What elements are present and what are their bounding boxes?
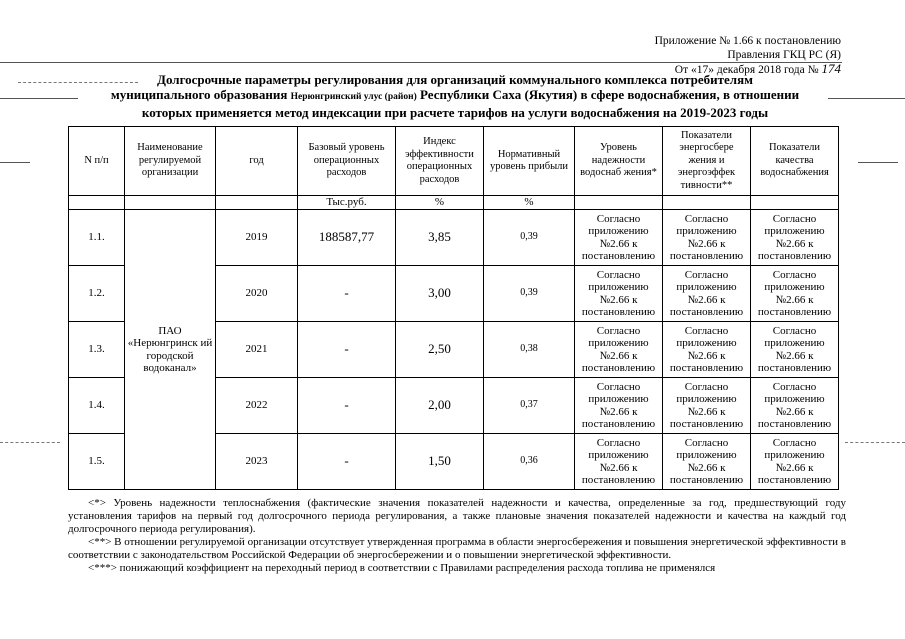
- row-quality: Согласно приложению №2.66 к постановлению: [751, 322, 839, 378]
- row-quality: Согласно приложению №2.66 к постановлению: [751, 378, 839, 434]
- title-part-c: Республики Саха (Якутия) в сфере водоснабжения, в отношении: [420, 87, 800, 102]
- document-header: [581, 34, 841, 77]
- unit-cell: [125, 196, 216, 210]
- header-cell: Индекс эффективности операционных расходов: [396, 127, 484, 196]
- row-reliability: Согласно приложению №2.66 к постановлению: [575, 434, 663, 490]
- row-base-costs: -: [298, 378, 396, 434]
- row-efficiency-index: 3,00: [396, 266, 484, 322]
- parameters-table: [68, 126, 839, 490]
- header-cell: Базовый уровень операционных расходов: [298, 127, 396, 196]
- row-year: 2022: [216, 378, 298, 434]
- row-quality: Согласно приложению №2.66 к постановлению: [751, 434, 839, 490]
- unit-cell: [69, 196, 125, 210]
- header-cell: Показатели качества водоснабжения: [751, 127, 839, 196]
- scan-line: [858, 162, 898, 163]
- row-energy-saving: Согласно приложению №2.66 к постановлению: [663, 210, 751, 266]
- footnotes: [68, 497, 846, 575]
- row-number: 1.2.: [69, 266, 125, 322]
- header-cell: Уровень надежности водоснаб жения*: [575, 127, 663, 196]
- scan-dash: [0, 442, 60, 443]
- row-number: 1.1.: [69, 210, 125, 266]
- title-line-1: Долгосрочные параметры регулирования для организаций коммунального комплекса потребителям: [157, 72, 753, 87]
- unit-cell: Тыс.руб.: [298, 196, 396, 210]
- unit-cell: [663, 196, 751, 210]
- document-title: [40, 72, 870, 120]
- row-year: 2020: [216, 266, 298, 322]
- row-energy-saving: Согласно приложению №2.66 к постановлению: [663, 266, 751, 322]
- row-energy-saving: Согласно приложению №2.66 к постановлению: [663, 434, 751, 490]
- header-cell: Показатели энергосбере жения и энергоэффек тивности**: [663, 127, 751, 196]
- unit-cell: [575, 196, 663, 210]
- row-profit-level: 0,39: [484, 210, 575, 266]
- row-base-costs: 188587,77: [298, 210, 396, 266]
- scan-dash: [845, 442, 905, 443]
- row-reliability: Согласно приложению №2.66 к постановлению: [575, 378, 663, 434]
- header-cell: Наименование регулируемой организации: [125, 127, 216, 196]
- row-profit-level: 0,38: [484, 322, 575, 378]
- title-line-2: [40, 87, 870, 105]
- row-profit-level: 0,39: [484, 266, 575, 322]
- organization-name: ПАО «Нерюнгринск ий городской водоканал»: [125, 210, 216, 490]
- header-date: От «17» декабря 2018 года №: [674, 64, 819, 76]
- row-energy-saving: Согласно приложению №2.66 к постановлению: [663, 322, 751, 378]
- header-row: [69, 127, 839, 196]
- footnote-2: <**> В отношении регулируемой организации отсутствует утвержденная программа в области энергосбережения и повышения энергетической эффективности в соответствии с законодательством Российской Федерации об энергосбережении и о повышении энергетической эффективности.: [68, 536, 846, 561]
- row-efficiency-index: 3,85: [396, 210, 484, 266]
- scan-line: [0, 162, 30, 163]
- unit-cell: [751, 196, 839, 210]
- footnote-1: <*> Уровень надежности теплоснабжения (фактические значения показателей надежности и качества, определенные за год, предшествующий году установления тарифов на первый год долгосрочного периода регулирования, а также плановые значения показателей надежности и качества на каждый год долгосрочного периода регулирования).: [68, 497, 846, 535]
- unit-cell: %: [484, 196, 575, 210]
- row-year: 2021: [216, 322, 298, 378]
- row-profit-level: 0,36: [484, 434, 575, 490]
- header-cell: N п/п: [69, 127, 125, 196]
- header-cell: Нормативный уровень прибыли: [484, 127, 575, 196]
- footnote-3: <***> понижающий коэффициент на переходный период в соответствии с Правилами распределения расхода топлива не применялся: [88, 562, 716, 574]
- title-part-b: Нерюнгринский улус (район): [290, 92, 417, 102]
- unit-cell: [216, 196, 298, 210]
- row-profit-level: 0,37: [484, 378, 575, 434]
- row-number: 1.5.: [69, 434, 125, 490]
- row-base-costs: -: [298, 434, 396, 490]
- row-efficiency-index: 2,50: [396, 322, 484, 378]
- row-efficiency-index: 2,00: [396, 378, 484, 434]
- row-efficiency-index: 1,50: [396, 434, 484, 490]
- row-reliability: Согласно приложению №2.66 к постановлению: [575, 322, 663, 378]
- row-reliability: Согласно приложению №2.66 к постановлению: [575, 210, 663, 266]
- header-line-1: Приложение № 1.66 к постановлению: [654, 35, 841, 47]
- unit-cell: %: [396, 196, 484, 210]
- header-line-2: Правления ГКЦ РС (Я): [727, 49, 841, 61]
- header-cell: год: [216, 127, 298, 196]
- units-row: [69, 196, 839, 210]
- title-line-3: которых применяется метод индексации при расчете тарифов на услуги водоснабжения на 2019-2023 годы: [141, 105, 769, 120]
- row-year: 2019: [216, 210, 298, 266]
- row-base-costs: -: [298, 322, 396, 378]
- row-number: 1.4.: [69, 378, 125, 434]
- row-reliability: Согласно приложению №2.66 к постановлению: [575, 266, 663, 322]
- order-number: 174: [821, 61, 841, 76]
- row-quality: Согласно приложению №2.66 к постановлению: [751, 210, 839, 266]
- title-part-a: муниципального образования: [110, 87, 288, 102]
- row-quality: Согласно приложению №2.66 к постановлению: [751, 266, 839, 322]
- row-energy-saving: Согласно приложению №2.66 к постановлению: [663, 378, 751, 434]
- row-number: 1.3.: [69, 322, 125, 378]
- row-base-costs: -: [298, 266, 396, 322]
- table-row: [69, 210, 839, 266]
- row-year: 2023: [216, 434, 298, 490]
